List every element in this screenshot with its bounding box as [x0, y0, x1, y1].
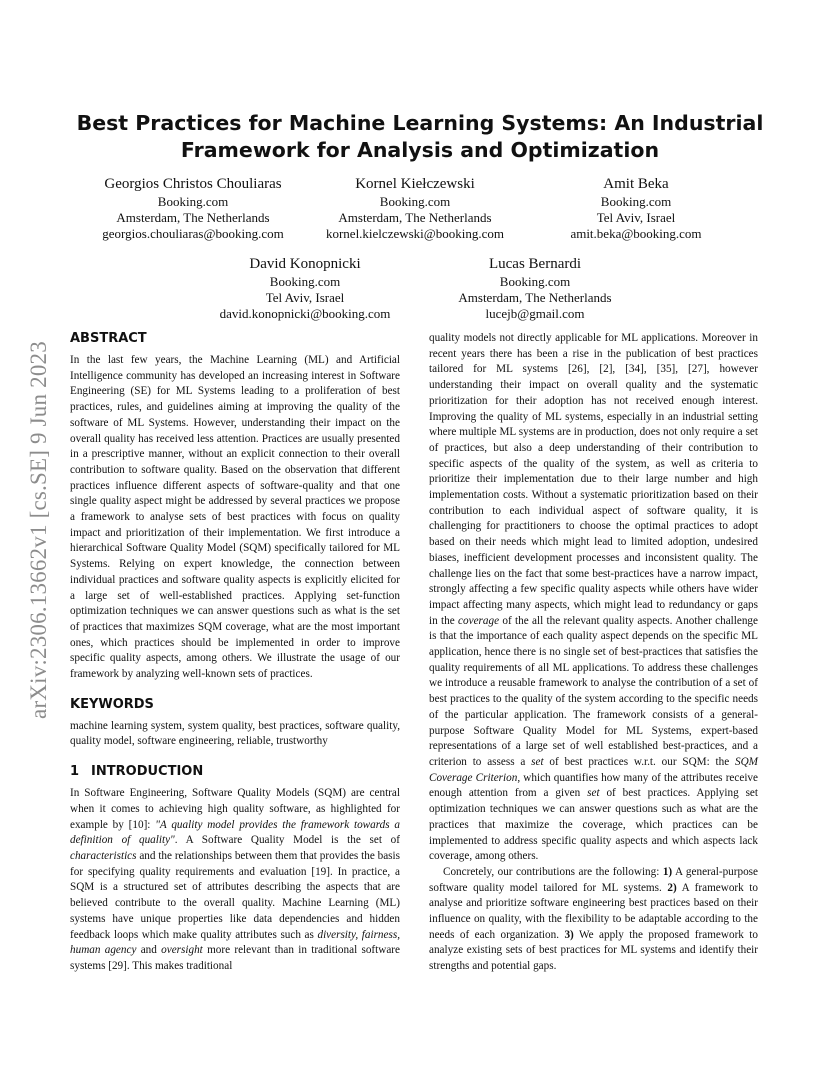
- author-block-1: [78, 175, 308, 242]
- author-name: Georgios Christos Chouliaras: [104, 176, 282, 192]
- intro-emphasis: set: [531, 755, 544, 768]
- keywords-heading: KEYWORDS: [70, 696, 154, 712]
- author-location: Tel Aviv, Israel: [265, 290, 345, 305]
- author-name: Lucas Bernardi: [488, 256, 582, 272]
- intro-paragraph-continued: [429, 331, 758, 865]
- author-block-2: [300, 175, 530, 242]
- section-title: INTRODUCTION: [91, 764, 204, 780]
- intro-text: We apply the proposed framework to analyze existing sets of best practices for ML systems and identify their strengths and potential gaps.: [429, 928, 758, 973]
- author-affiliation: Booking.com: [157, 194, 229, 209]
- arxiv-sidebar: [22, 300, 56, 760]
- introduction-heading: [70, 764, 400, 780]
- author-location: Amsterdam, The Netherlands: [116, 210, 270, 225]
- arxiv-identifier: arXiv:2306.13662v1 [cs.SE] 9 Jun 2023: [26, 341, 51, 719]
- author-name: Amit Beka: [603, 176, 669, 192]
- intro-text: and: [136, 944, 162, 957]
- intro-text: Concretely, our contributions are the following:: [443, 865, 663, 878]
- intro-text: of the all the relevant quality aspects. Another challenge is that the importance of each quality aspect depends on the specific ML application, hence there is no single set of best-practices that satisfies the quality requirements of all ML applications. To address these challenges we introduce a reusable framework to analyse the contribution of a set of best practices to the quality of the system according to the specific needs of the particular application. The framework consists of a general-purpose Software Quality Model for ML Systems, expert-based representations of a large set of well established best-practices, and a criterion to assess a: [429, 614, 758, 768]
- intro-text: A general-purpose software quality model tailored for ML systems.: [429, 865, 758, 894]
- intro-emphasis: set: [587, 787, 600, 800]
- author-email: georgios.chouliaras@booking.com: [102, 226, 284, 241]
- contributions-paragraph: [429, 865, 758, 975]
- title-line-1: Best Practices for Machine Learning Systems: An Industrial: [76, 111, 764, 135]
- intro-text: quality models not directly applicable for ML applications. Moreover in recent years there has been a rise in the publication of best practices tailored for ML systems [26], [2], [34], [35], [27], however understanding their impact on overall quality and the systematic prioritization for their adoption has not received enough interest. Improving the quality of ML systems, especially in an industrial setting where multiple ML systems are in production, does not only require a set of practices, but also a deep understanding of their contribution to specific aspects of the quality of the system, as well as criteria to prioritize their implementation due to their large number and high implementation costs. Without a systematic prioritization based on their contribution to each individual aspect of software quality, it is challenging for practitioners to choose the optimal practices to adopt based on their needs which might lead to limited adoption, undesired biases, inefficient development processes and inconsistent quality. The challenge lies on the fact that some best-practices have a narrow impact, strongly affecting a few specific quality aspects while others have wider impact affecting many aspects, which might lead to redundancy or gaps in the: [429, 332, 758, 627]
- author-block-4: [190, 255, 420, 322]
- author-block-5: [420, 255, 650, 322]
- intro-text: of best practices. Applying set optimization techniques we can answer questions such as what are the practices that maximize the coverage, which practices can be implemented to address specific quality aspects and which aspects lack coverage, among others.: [429, 787, 758, 863]
- author-email: lucejb@gmail.com: [485, 306, 585, 321]
- author-email: david.konopnicki@booking.com: [219, 306, 391, 321]
- intro-text: and the relationships between them that provides the basis for specifying quality requirements and evaluation [19]. In practice, a SQM is a structured set of attributes describing the aspects that are believed contribute to the overall quality. Machine Learning (ML) systems have unique properties like data dependencies and hidden feedback loops which make quality attributes such as: [70, 849, 400, 941]
- contribution-marker: 1): [662, 865, 673, 878]
- intro-text: A framework to analyse and prioritize software engineering best practices based on their influence on quality, with the flexibility to be adaptable according to the needs of each organization.: [429, 881, 758, 941]
- author-name: David Konopnicki: [249, 256, 361, 272]
- intro-emphasis: oversight: [161, 944, 203, 957]
- intro-emphasis: characteristics: [70, 849, 137, 862]
- author-location: Amsterdam, The Netherlands: [338, 210, 492, 225]
- author-name: Kornel Kiełczewski: [355, 176, 475, 192]
- intro-emphasis: diversity, fairness, human agency: [70, 928, 400, 957]
- intro-text: of best practices w.r.t. our SQM: the: [543, 755, 735, 768]
- contribution-marker: 2): [667, 881, 677, 894]
- intro-text: . A Software Quality Model is the set of: [174, 834, 400, 847]
- author-affiliation: Booking.com: [499, 274, 571, 289]
- author-affiliation: Booking.com: [600, 194, 672, 209]
- author-location: Tel Aviv, Israel: [596, 210, 676, 225]
- contribution-marker: 3): [564, 928, 574, 941]
- section-number: 1: [70, 764, 80, 780]
- intro-emphasis: SQM Coverage Criterion: [429, 755, 758, 784]
- author-location: Amsterdam, The Netherlands: [458, 290, 612, 305]
- intro-emphasis: coverage: [458, 614, 500, 627]
- intro-paragraph: [70, 786, 400, 974]
- abstract-heading: ABSTRACT: [70, 331, 147, 346]
- paper-title: [70, 110, 770, 164]
- intro-text: In Software Engineering, Software Quality Models (SQM) are central when it comes to achieving high quality software, as highlighted for example by [10]:: [70, 787, 400, 831]
- abstract-text: In the last few years, the Machine Learning (ML) and Artificial Intelligence community has developed an increasing interest in Software Engineering (SE) for ML Systems leading to a proliferation of best practices, rules, and guidelines aiming at improving the quality of the software of ML Systems. However, understanding their impact on the overall quality has received less attention. Practices are usually presented in a prescriptive manner, without an explicit connection to their overall contribution to software quality. Based on the observation that different practices influence different aspects of software-quality and that one single quality aspect might be addressed by several practices we propose a framework to analyse sets of best practices with focus on quality impact and prioritization of their implementation. We first introduce a hierarchical Software Quality Model (SQM) specifically tailored for ML Systems. Relying on expert knowledge, the connection between individual practices and software quality aspects is explicitly elicited for a large set of well-established practices. Applying set-function optimization techniques we can answer questions such as what is the set of practices that maximizes SQM coverage, what are the most important ones, which practices should be implemented in order to improve specific quality aspects, among others. We illustrate the usage of our framework by analyzing well-known sets of practices.: [70, 354, 400, 681]
- right-column: [429, 331, 758, 975]
- author-affiliation: Booking.com: [269, 274, 341, 289]
- intro-text: more relevant than in traditional software systems [29]. This makes traditional: [70, 944, 400, 972]
- keywords-text: machine learning system, system quality, best practices, software quality, quality model, software engineering, reliable, trustworthy: [70, 719, 400, 748]
- title-line-2: Framework for Analysis and Optimization: [180, 138, 660, 162]
- author-affiliation: Booking.com: [379, 194, 451, 209]
- intro-quote: "A quality model provides the framework towards a definition of quality": [70, 818, 400, 847]
- author-block-3: [536, 175, 736, 242]
- author-email: amit.beka@booking.com: [570, 226, 702, 241]
- author-email: kornel.kielczewski@booking.com: [325, 226, 505, 241]
- left-column: [70, 331, 400, 975]
- intro-text: , which quantifies how many of the attributes receive enough attention from a given: [429, 771, 758, 800]
